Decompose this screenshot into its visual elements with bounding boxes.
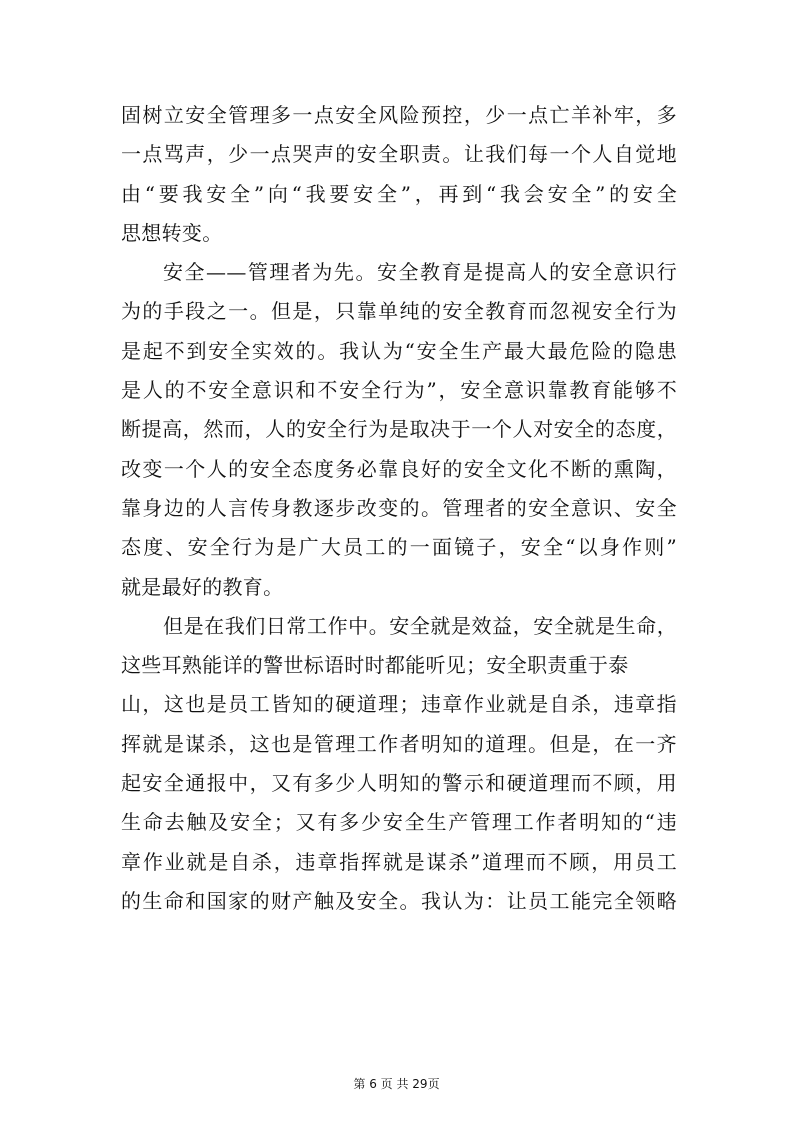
body-text <box>121 96 677 921</box>
paragraph-first-line: 但是在我们日常工作中。安全就是效益，安全就是生命， <box>163 613 677 638</box>
text-line: 态度、安全行为是广大员工的一面镜子，安全“以身作则” <box>121 535 677 560</box>
text-line: 一点骂声，少一点哭声的安全职责。让我们每一个人自觉地 <box>121 142 677 167</box>
text-line: 山，这也是员工皆知的硬道理；违章作业就是自杀，违章指 <box>121 692 677 717</box>
text-line: 挥就是谋杀，这也是管理工作者明知的道理。但是，在一齐 <box>121 731 677 756</box>
text-line: 是起不到安全实效的。我认为“安全生产最大最危险的隐患 <box>121 338 677 363</box>
page-number-footer: 第 6 页 共 29页 <box>353 1077 440 1091</box>
text-line: 固树立安全管理多一点安全风险预控，少一点亡羊补牢，多 <box>121 103 677 127</box>
text-line: 由“要我安全”向“我要安全”，再到“我会安全”的安全 <box>121 181 677 206</box>
text-line: 章作业就是自杀，违章指挥就是谋杀”道理而不顾，用员工 <box>121 849 677 874</box>
text-line: 为的手段之一。但是，只靠单纯的安全教育而忽视安全行为 <box>121 299 677 324</box>
text-line: 思想转变。 <box>121 220 223 245</box>
text-line: 生命去触及安全；又有多少安全生产管理工作者明知的“违 <box>121 810 677 835</box>
text-line: 断提高，然而，人的安全行为是取决于一个人对安全的态度， <box>121 417 677 442</box>
text-line: 靠身边的人言传身教逐步改变的。管理者的安全意识、安全 <box>121 495 677 520</box>
paragraph-first-line: 安全——管理者为先。安全教育是提高人的安全意识行 <box>163 260 677 285</box>
text-line: 起安全通报中，又有多少人明知的警示和硬道理而不顾，用 <box>121 771 677 796</box>
text-line: 就是最好的教育。 <box>121 574 284 599</box>
text-line: 改变一个人的安全态度务必靠良好的安全文化不断的熏陶， <box>121 456 677 481</box>
text-line: 这些耳熟能详的警世标语时时都能听见；安全职责重于泰 <box>121 653 629 678</box>
text-line: 的生命和国家的财产触及安全。我认为：让员工能完全领略 <box>121 888 677 913</box>
text-line: 是人的不安全意识和不安全行为”，安全意识靠教育能够不 <box>121 378 677 403</box>
